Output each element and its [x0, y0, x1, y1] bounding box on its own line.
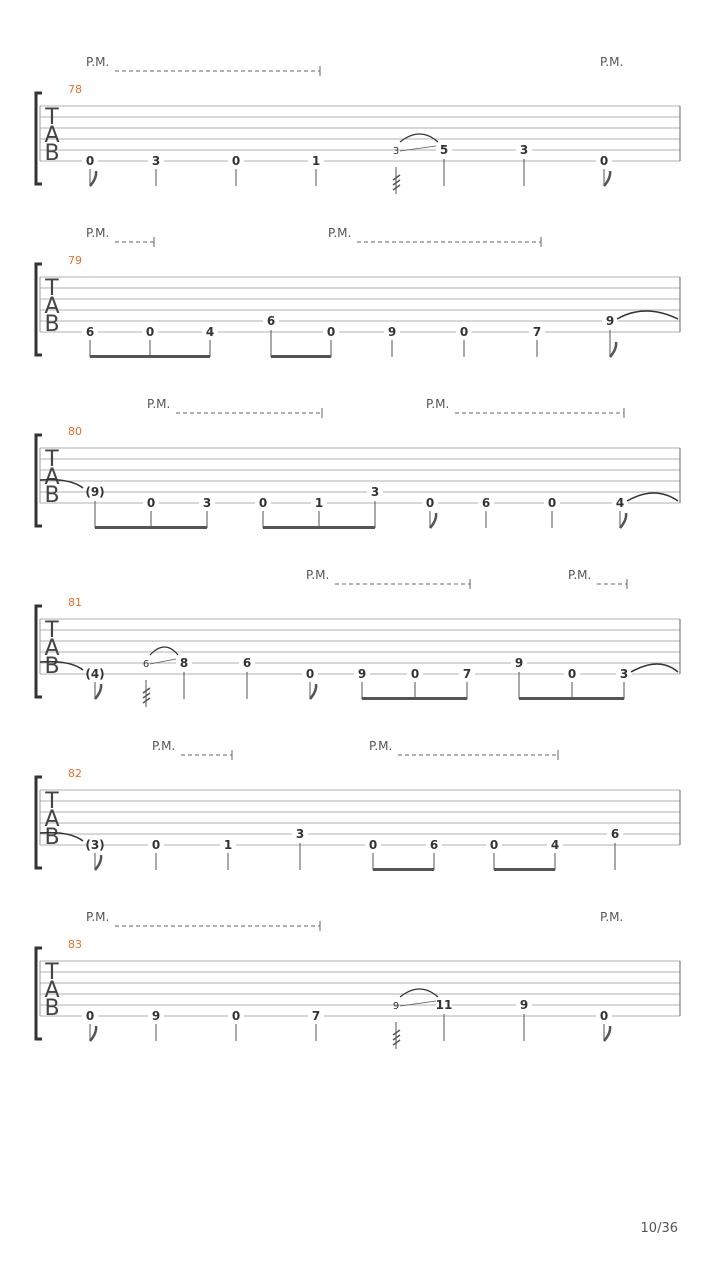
fret-number: 4	[615, 496, 625, 510]
measure-number: 78	[68, 83, 82, 96]
fret-number: 3	[202, 496, 212, 510]
fret-number: 0	[368, 838, 378, 852]
fret-number: 1	[311, 154, 321, 168]
tab-clef-letter: T	[45, 618, 59, 643]
fret-number: 3	[519, 143, 529, 157]
note-flag	[610, 342, 616, 357]
tab-system-78	[36, 55, 680, 194]
system-bracket	[36, 948, 42, 1039]
palm-mute-label: P.M.	[152, 739, 176, 753]
fret-number: 1	[314, 496, 324, 510]
tab-clef-letter: T	[45, 789, 59, 814]
tab-clef-letter: A	[44, 978, 60, 1003]
tab-clef-letter: B	[44, 996, 60, 1021]
fret-number: 6	[610, 827, 620, 841]
system-bracket	[36, 777, 42, 868]
grace-note: 9	[392, 1001, 400, 1012]
fret-number: 8	[179, 656, 189, 670]
palm-mute-label: P.M.	[147, 397, 171, 411]
fret-number: 6	[266, 314, 276, 328]
fret-number: 0	[547, 496, 557, 510]
fret-number: 4	[550, 838, 560, 852]
system-bracket	[36, 264, 42, 355]
fret-number: 0	[326, 325, 336, 339]
palm-mute-label: P.M.	[86, 55, 110, 69]
system-bracket	[36, 93, 42, 184]
palm-mute-label: P.M.	[86, 910, 110, 924]
fret-number: 11	[435, 998, 453, 1012]
note-beam	[362, 697, 467, 700]
note-flag	[604, 1026, 610, 1041]
tab-clef-letter: A	[44, 807, 60, 832]
system-bracket	[36, 606, 42, 697]
palm-mute-label: P.M.	[306, 568, 330, 582]
note-flag	[90, 1026, 96, 1041]
fret-number: 9	[387, 325, 397, 339]
palm-mute-label: P.M.	[328, 226, 352, 240]
palm-mute-label: P.M.	[600, 55, 624, 69]
fret-number: 3	[151, 154, 161, 168]
tab-system-81	[36, 568, 680, 707]
note-flag	[604, 171, 610, 186]
tie-arc	[627, 493, 678, 501]
tie-arc	[617, 311, 678, 319]
fret-number: 0	[599, 1009, 609, 1023]
palm-mute-label: P.M.	[568, 568, 592, 582]
tab-system-79	[36, 226, 680, 358]
fret-number: (9)	[85, 485, 105, 499]
tab-clef-letter: T	[45, 105, 59, 130]
fret-number: 6	[429, 838, 439, 852]
tab-clef-letter: B	[44, 483, 60, 508]
measure-number: 81	[68, 596, 82, 609]
tab-clef-letter: T	[45, 960, 59, 985]
fret-number: 0	[145, 325, 155, 339]
fret-number: 0	[567, 667, 577, 681]
fret-number: 0	[231, 1009, 241, 1023]
note-beam	[271, 355, 331, 358]
tab-system-82	[36, 739, 680, 871]
fret-number: 9	[519, 998, 529, 1012]
note-flag	[430, 513, 436, 528]
fret-number: (3)	[85, 838, 105, 852]
fret-number: 0	[151, 838, 161, 852]
fret-number: 0	[489, 838, 499, 852]
tab-clef-letter: B	[44, 312, 60, 337]
fret-number: 6	[85, 325, 95, 339]
tab-clef-letter: T	[45, 276, 59, 301]
note-beam	[373, 868, 434, 871]
tab-clef-letter: T	[45, 447, 59, 472]
fret-number: 0	[85, 1009, 95, 1023]
fret-number: 0	[425, 496, 435, 510]
palm-mute-label: P.M.	[426, 397, 450, 411]
fret-number: 6	[481, 496, 491, 510]
measure-number: 83	[68, 938, 82, 951]
tab-clef-letter: A	[44, 294, 60, 319]
note-flag	[95, 684, 101, 699]
note-beam	[90, 355, 210, 358]
grace-note: 6	[142, 659, 150, 670]
palm-mute-label: P.M.	[369, 739, 393, 753]
page-number: 10/36	[640, 1221, 678, 1236]
note-flag	[620, 513, 626, 528]
tab-system-80	[36, 397, 680, 529]
fret-number: 0	[258, 496, 268, 510]
fret-number: (4)	[85, 667, 105, 681]
fret-number: 0	[599, 154, 609, 168]
fret-number: 9	[151, 1009, 161, 1023]
measure-number: 80	[68, 425, 82, 438]
fret-number: 3	[619, 667, 629, 681]
tie-arc	[631, 664, 678, 672]
fret-number: 0	[305, 667, 315, 681]
fret-number: 7	[311, 1009, 321, 1023]
measure-number: 79	[68, 254, 82, 267]
note-beam	[519, 697, 624, 700]
fret-number: 7	[532, 325, 542, 339]
note-flag	[90, 171, 96, 186]
note-beam	[494, 868, 555, 871]
note-beam	[263, 526, 375, 529]
note-flag	[310, 684, 316, 699]
tab-clef-letter: B	[44, 654, 60, 679]
fret-number: 0	[410, 667, 420, 681]
grace-note: 3	[392, 146, 400, 157]
tab-system-83	[36, 910, 680, 1049]
fret-number: 9	[514, 656, 524, 670]
palm-mute-label: P.M.	[600, 910, 624, 924]
measure-number: 82	[68, 767, 82, 780]
fret-number: 7	[462, 667, 472, 681]
fret-number: 3	[295, 827, 305, 841]
tab-clef-letter: B	[44, 825, 60, 850]
fret-number: 0	[146, 496, 156, 510]
fret-number: 0	[459, 325, 469, 339]
fret-number: 5	[439, 143, 449, 157]
fret-number: 0	[231, 154, 241, 168]
tab-clef-letter: B	[44, 141, 60, 166]
tab-clef-letter: A	[44, 636, 60, 661]
fret-number: 3	[370, 485, 380, 499]
slur-arc	[150, 647, 178, 655]
fret-number: 9	[605, 314, 615, 328]
note-beam	[95, 526, 207, 529]
slur-arc	[400, 134, 438, 142]
note-flag	[95, 855, 101, 870]
fret-number: 4	[205, 325, 215, 339]
fret-number: 6	[242, 656, 252, 670]
tab-clef-letter: A	[44, 465, 60, 490]
fret-number: 1	[223, 838, 233, 852]
fret-number: 9	[357, 667, 367, 681]
tab-clef-letter: A	[44, 123, 60, 148]
fret-number: 0	[85, 154, 95, 168]
slur-arc	[400, 989, 438, 997]
palm-mute-label: P.M.	[86, 226, 110, 240]
